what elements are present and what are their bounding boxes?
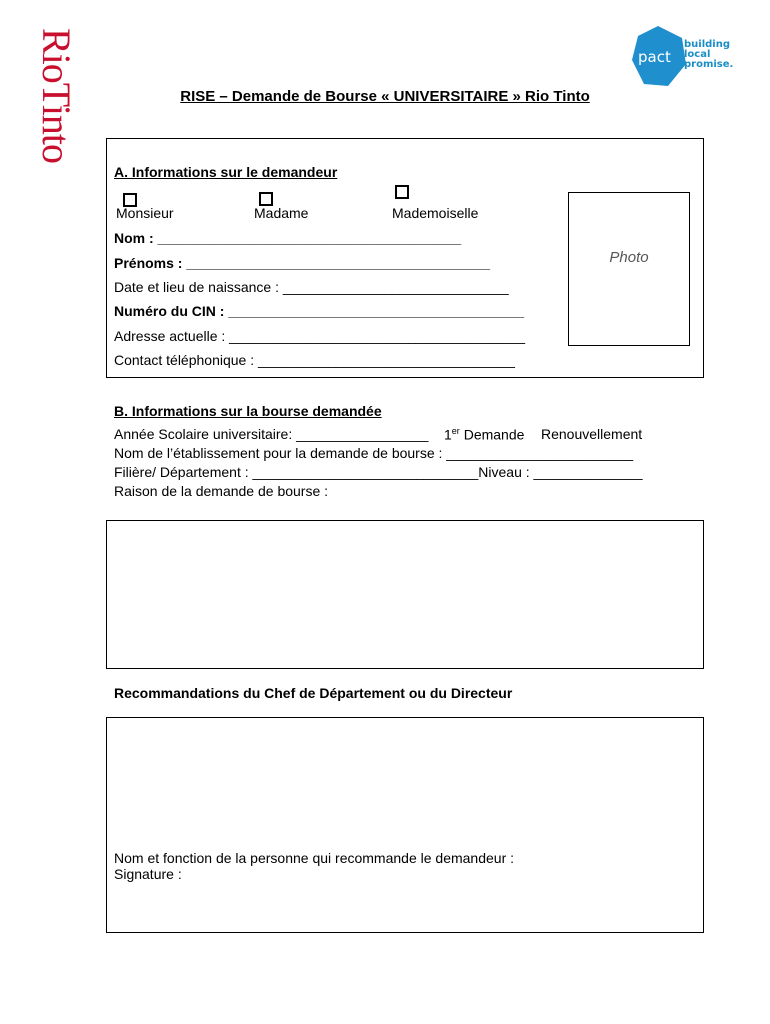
premiere-demande-option[interactable] [444,426,524,443]
pact-tagline-line: building [684,39,730,50]
pact-tagline [684,40,733,70]
filiere-niveau-field[interactable]: Filière/ Département : _____________________________Niveau : ______________ [114,464,643,480]
madame-checkbox[interactable] [259,192,273,206]
premiere-number: 1 [444,426,452,443]
premiere-label: Demande [459,426,525,443]
pact-tagline-line: local [684,49,711,60]
pact-logo-shape [632,26,688,90]
pact-logo-word: pact [638,48,671,66]
adresse-field[interactable]: Adresse actuelle : ______________________________________ [114,328,526,344]
raison-label: Raison de la demande de bourse : [114,483,329,499]
recommandations-heading: Recommandations du Chef de Département ou du Directeur [114,685,513,701]
prenoms-field[interactable]: Prénoms : _______________________________________ [114,255,491,271]
mademoiselle-label: Mademoiselle [392,205,479,221]
recommandations-box[interactable] [106,717,704,933]
annee-field[interactable]: Année Scolaire universitaire: _________________ [114,426,429,442]
section-b-heading: B. Informations sur la bourse demandée [114,403,382,419]
photo-box[interactable] [568,192,690,346]
premiere-superscript: er [451,426,460,436]
contact-field[interactable]: Contact téléphonique : _________________________________ [114,352,515,368]
madame-label: Madame [254,205,309,221]
page-title: RISE – Demande de Bourse « UNIVERSITAIRE » Rio Tinto [180,88,590,105]
pact-logo [632,26,742,90]
raison-textarea[interactable] [106,520,704,669]
section-a-heading: A. Informations sur le demandeur [114,164,338,180]
cin-field[interactable]: Numéro du CIN : ______________________________________ [114,303,525,319]
pact-tagline-line: promise. [684,59,734,70]
photo-label: Photo [609,249,649,266]
etablissement-field[interactable]: Nom de l’établissement pour la demande de bourse : ________________________ [114,445,634,461]
renouvellement-option[interactable]: Renouvellement [541,426,643,442]
signature-label: Signature : [114,866,182,882]
monsieur-label: Monsieur [116,205,174,221]
nom-field[interactable]: Nom : _______________________________________ [114,230,462,246]
mademoiselle-checkbox[interactable] [395,185,409,199]
nom-fonction-label: Nom et fonction de la personne qui recommande le demandeur : [114,850,515,866]
riotinto-logo-text: RioTinto [34,28,79,164]
naissance-field[interactable]: Date et lieu de naissance : _____________________________ [114,279,509,295]
